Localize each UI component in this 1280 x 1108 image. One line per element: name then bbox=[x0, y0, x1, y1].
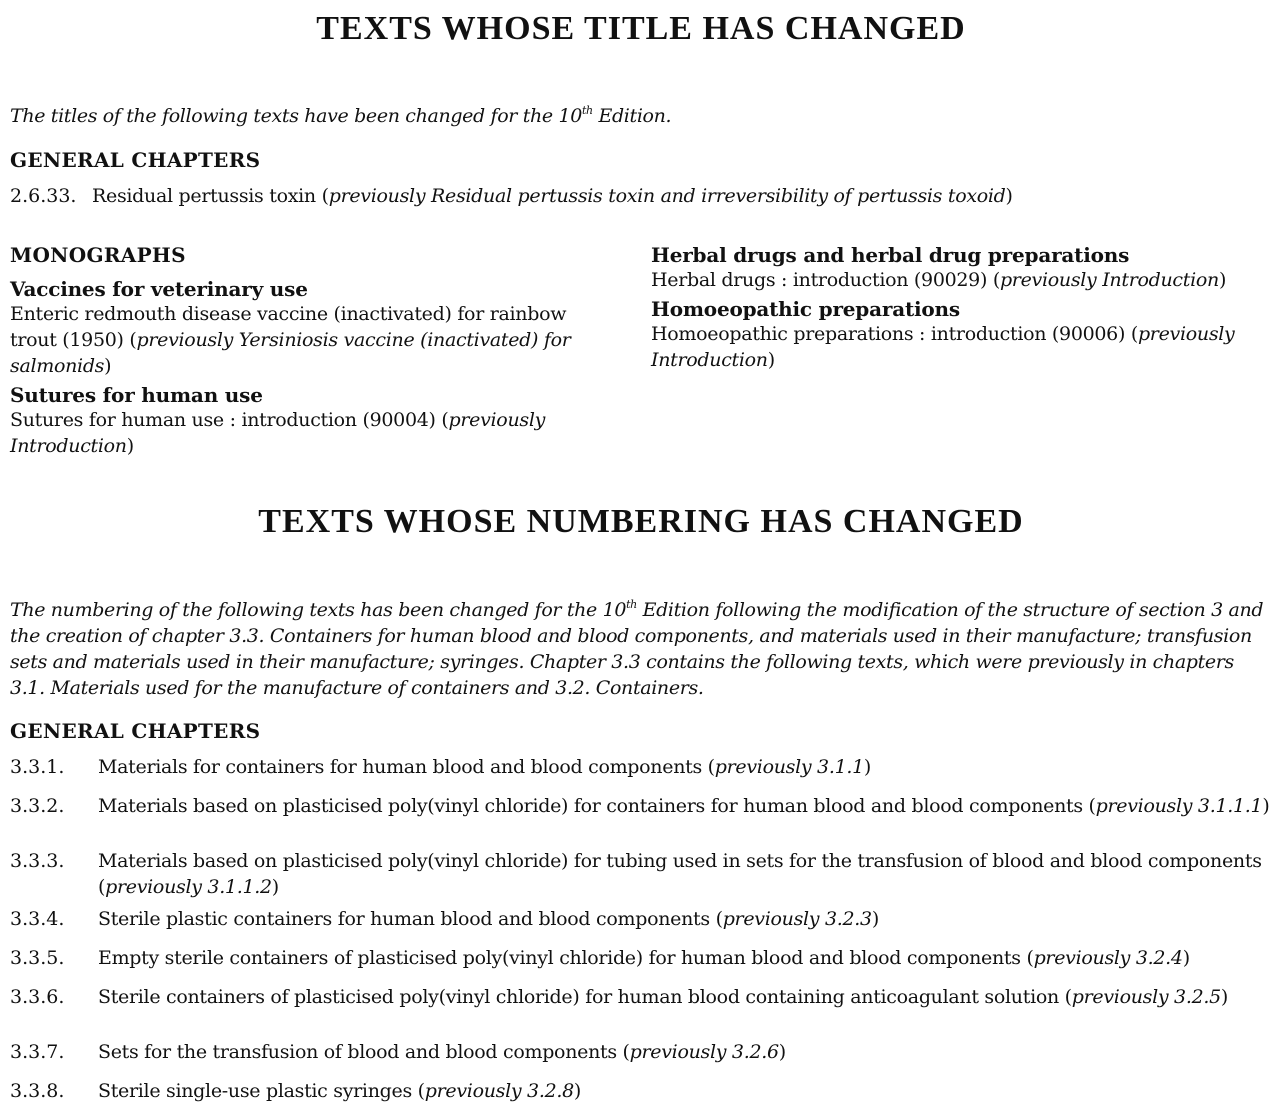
chapter-number: 3.3.6. bbox=[10, 986, 65, 1008]
monograph-group-homoeopathic bbox=[651, 297, 1272, 373]
chapter-title: Empty sterile containers of plasticised poly(vinyl chloride) for human blood and blood components (previously 3.2.4) bbox=[98, 947, 1190, 969]
chapter-title: Residual pertussis toxin (previously Residual pertussis toxin and irreversibility of pertussis toxoid) bbox=[92, 185, 1013, 207]
monograph-group-vaccines-veterinary bbox=[10, 277, 610, 379]
general-chapters-heading: GENERAL CHAPTERS bbox=[10, 719, 261, 743]
chapter-number: 3.3.8. bbox=[10, 1080, 65, 1102]
chapter-title: Sterile single-use plastic syringes (previously 3.2.8) bbox=[98, 1080, 582, 1102]
monograph-entry: Herbal drugs : introduction (90029) (previously Introduction) bbox=[651, 269, 1227, 291]
monographs-left-column bbox=[10, 277, 610, 463]
chapter-title: Sterile plastic containers for human blood and blood components (previously 3.2.3) bbox=[98, 908, 879, 930]
group-heading: Sutures for human use bbox=[10, 383, 263, 407]
monograph-group-herbal bbox=[651, 243, 1272, 293]
chapter-title: Materials based on plasticised poly(vinyl chloride) for tubing used in sets for the transfusion of blood and blood components (previously 3.1.1.2) bbox=[98, 850, 1262, 898]
chapter-title: Sterile containers of plasticised poly(vinyl chloride) for human blood containing anticoagulant solution (previously 3.2.5) bbox=[98, 986, 1229, 1008]
group-heading: Homoeopathic preparations bbox=[651, 297, 960, 321]
monograph-entry: Homoeopathic preparations : introduction (90006) (previously Introduction) bbox=[651, 323, 1235, 371]
section-heading-numbering-changed: TEXTS WHOSE NUMBERING HAS CHANGED bbox=[258, 503, 1024, 540]
monograph-entry: Enteric redmouth disease vaccine (inactivated) for rainbow trout (1950) (previously Yersiniosis vaccine (inactivated) for salmonids) bbox=[10, 303, 571, 377]
chapter-number: 2.6.33. bbox=[10, 185, 77, 207]
general-chapters-heading: GENERAL CHAPTERS bbox=[10, 148, 261, 172]
chapter-number: 3.3.1. bbox=[10, 756, 65, 778]
chapter-number: 3.3.3. bbox=[10, 850, 65, 872]
chapter-number: 3.3.5. bbox=[10, 947, 65, 969]
section-heading-title-changed: TEXTS WHOSE TITLE HAS CHANGED bbox=[316, 10, 966, 47]
group-heading: Herbal drugs and herbal drug preparations bbox=[651, 243, 1130, 267]
monograph-entry: Sutures for human use : introduction (90004) (previously Introduction) bbox=[10, 409, 546, 457]
monographs-heading: MONOGRAPHS bbox=[10, 243, 186, 267]
numbering-changed-intro: The numbering of the following texts has been changed for the 10th Edition following the modification of the structure of section 3 and the creation of chapter 3.3. Containers for human blood and blood components, and materials used in their manufacture; transfusion sets and materials used in their manufacture; syringes. Chapter 3.3 contains the following texts, which were previously in chapters 3.1. Materials used for the manufacture of containers and 3.2. Containers. bbox=[10, 598, 1264, 699]
chapter-number: 3.3.4. bbox=[10, 908, 65, 930]
chapter-number: 3.3.2. bbox=[10, 795, 65, 817]
chapter-title: Sets for the transfusion of blood and blood components (previously 3.2.6) bbox=[98, 1041, 786, 1063]
chapter-title: Materials for containers for human blood and blood components (previously 3.1.1) bbox=[98, 756, 872, 778]
monograph-group-sutures bbox=[10, 383, 610, 459]
chapter-number: 3.3.7. bbox=[10, 1041, 65, 1063]
chapter-title: Materials based on plasticised poly(vinyl chloride) for containers for human blood and blood components (previously 3.1.1.1) bbox=[98, 795, 1270, 817]
group-heading: Vaccines for veterinary use bbox=[10, 277, 308, 301]
title-changed-intro: The titles of the following texts have been changed for the 10th Edition. bbox=[10, 104, 672, 127]
monographs-right-column bbox=[651, 243, 1272, 377]
